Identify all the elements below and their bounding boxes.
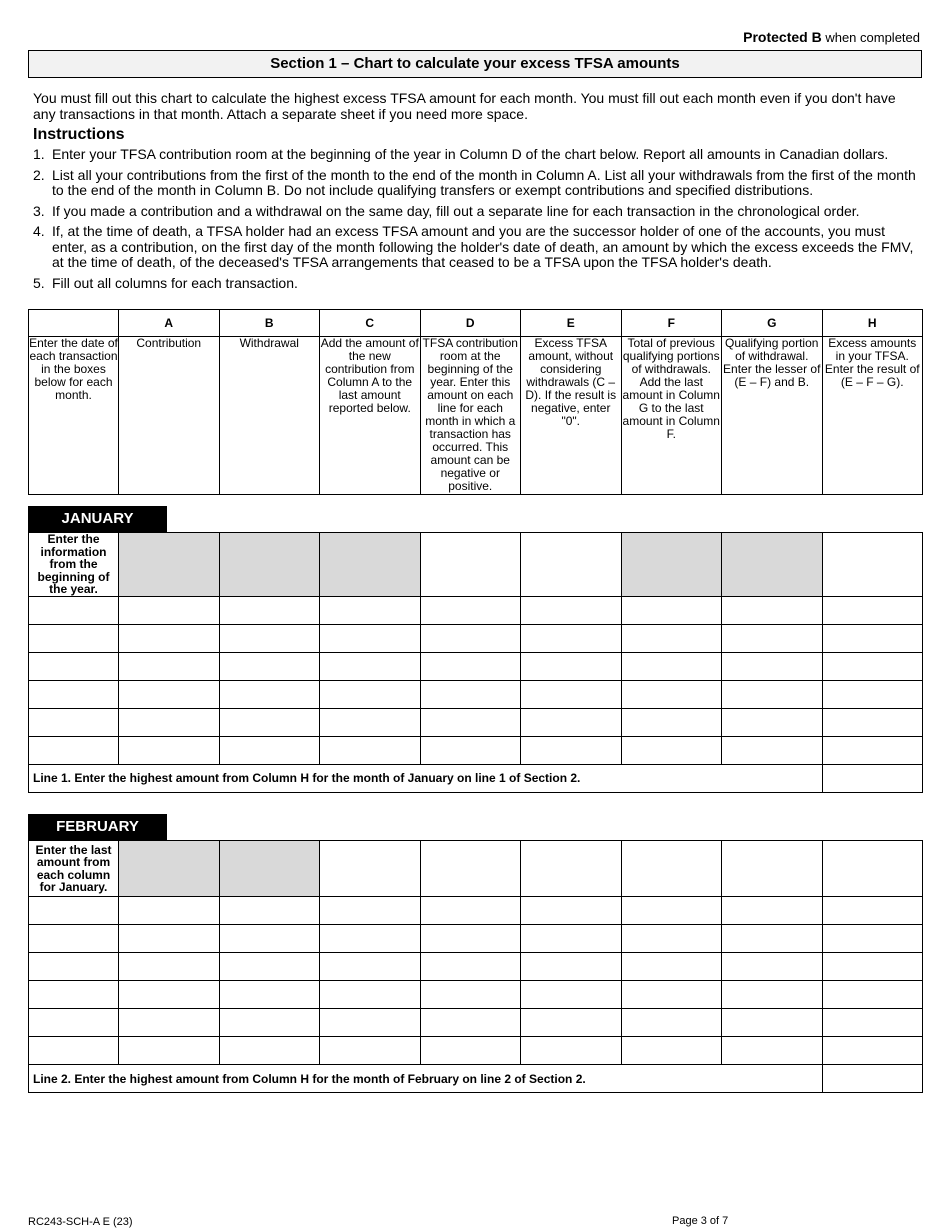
table-row — [29, 652, 923, 680]
cell-d[interactable] — [420, 925, 521, 953]
table-row — [29, 925, 923, 953]
cell-h[interactable] — [822, 953, 923, 981]
cell-c[interactable] — [320, 708, 421, 736]
cell-b[interactable] — [219, 624, 320, 652]
column-c-description: Add the amount of the new contribution from Column A to the last amount reported below. — [320, 337, 421, 495]
january-line-row — [29, 764, 923, 792]
cell-d[interactable] — [420, 596, 521, 624]
cell-d[interactable] — [420, 652, 521, 680]
line-2-amount-input[interactable] — [822, 1065, 923, 1093]
date-cell[interactable] — [29, 708, 119, 736]
cell-h[interactable] — [822, 652, 923, 680]
cell-c-input[interactable] — [320, 841, 421, 897]
cell-a[interactable] — [119, 624, 220, 652]
date-cell[interactable] — [29, 1037, 119, 1065]
table-row — [29, 1009, 923, 1037]
column-g-description: Qualifying portion of withdrawal. Enter the lesser of (E – F) and B. — [722, 337, 823, 495]
date-cell[interactable] — [29, 1009, 119, 1037]
cell-c[interactable] — [320, 1009, 421, 1037]
cell-f-input[interactable] — [621, 841, 722, 897]
cell-c[interactable] — [320, 925, 421, 953]
cell-e[interactable] — [521, 680, 622, 708]
instruction-item: 2. List all your contributions from the first of the month to the end of the month in Column A. List all your withdrawals from the first of the month to the end of the month in Column B. Do not include qualifying transfers or exempt contributions and specified distributions. — [33, 166, 916, 198]
january-opening-label: Enter the information from the beginning of the year. — [29, 533, 119, 597]
cell-c[interactable] — [320, 624, 421, 652]
cell-g-shaded — [722, 533, 823, 597]
february-tab: FEBRUARY — [28, 814, 167, 840]
cell-d-input[interactable] — [420, 533, 521, 597]
column-letter-a: A — [119, 310, 220, 337]
instruction-item: 1. Enter your TFSA contribution room at the beginning of the year in Column D of the chart below. Report all amounts in Canadian dollars. — [33, 146, 889, 162]
cell-b[interactable] — [219, 652, 320, 680]
cell-c[interactable] — [320, 680, 421, 708]
column-header-table — [28, 309, 923, 495]
cell-a[interactable] — [119, 897, 220, 925]
cell-g[interactable] — [722, 708, 823, 736]
date-cell[interactable] — [29, 981, 119, 1009]
cell-f[interactable] — [621, 596, 722, 624]
column-b-description: Withdrawal — [219, 337, 320, 495]
date-cell[interactable] — [29, 680, 119, 708]
cell-e[interactable] — [521, 981, 622, 1009]
cell-e[interactable] — [521, 596, 622, 624]
cell-h[interactable] — [822, 981, 923, 1009]
cell-b[interactable] — [219, 680, 320, 708]
cell-a[interactable] — [119, 680, 220, 708]
table-row — [29, 596, 923, 624]
protected-b-notice: Protected B when completed — [743, 29, 920, 45]
table-row — [29, 897, 923, 925]
cell-d[interactable] — [420, 1009, 521, 1037]
table-row — [29, 624, 923, 652]
page-number: Page 3 of 7 — [672, 1215, 729, 1227]
column-letter-h: H — [822, 310, 923, 337]
cell-g[interactable] — [722, 624, 823, 652]
line-1-amount-input[interactable] — [822, 764, 923, 792]
cell-c[interactable] — [320, 1037, 421, 1065]
cell-h[interactable] — [822, 680, 923, 708]
column-letter-g: G — [722, 310, 823, 337]
line-2-instruction: Line 2. Enter the highest amount from Column H for the month of February on line 2 of Section 2. — [29, 1065, 823, 1093]
table-row — [29, 953, 923, 981]
table-row — [29, 981, 923, 1009]
column-e-description: Excess TFSA amount, without considering withdrawals (C – D). If the result is negative, enter "0". — [521, 337, 622, 495]
cell-g[interactable] — [722, 1009, 823, 1037]
cell-b-shaded — [219, 533, 320, 597]
february-line-row — [29, 1065, 923, 1093]
cell-c[interactable] — [320, 652, 421, 680]
cell-h[interactable] — [822, 708, 923, 736]
cell-b[interactable] — [219, 981, 320, 1009]
cell-a[interactable] — [119, 953, 220, 981]
cell-f[interactable] — [621, 680, 722, 708]
cell-c[interactable] — [320, 981, 421, 1009]
cell-g[interactable] — [722, 1037, 823, 1065]
instruction-item: 3. If you made a contribution and a withdrawal on the same day, fill out a separate line for each transaction in the chronological order. — [33, 202, 860, 219]
cell-a[interactable] — [119, 1037, 220, 1065]
instruction-item: 5. Fill out all columns for each transaction. — [33, 274, 298, 291]
cell-h[interactable] — [822, 596, 923, 624]
cell-c[interactable] — [320, 596, 421, 624]
cell-e[interactable] — [521, 652, 622, 680]
cell-a-shaded — [119, 533, 220, 597]
cell-b[interactable] — [219, 1037, 320, 1065]
cell-d[interactable] — [420, 897, 521, 925]
cell-g[interactable] — [722, 953, 823, 981]
cell-c[interactable] — [320, 736, 421, 764]
february-opening-label: Enter the last amount from each column for January. — [29, 841, 119, 897]
cell-c-shaded — [320, 533, 421, 597]
cell-e[interactable] — [521, 925, 622, 953]
cell-f[interactable] — [621, 708, 722, 736]
cell-c[interactable] — [320, 953, 421, 981]
cell-d[interactable] — [420, 1037, 521, 1065]
table-row — [29, 680, 923, 708]
cell-h[interactable] — [822, 1037, 923, 1065]
cell-e[interactable] — [521, 953, 622, 981]
cell-b[interactable] — [219, 596, 320, 624]
column-d-description: TFSA contribution room at the beginning of the year. Enter this amount on each line for each month in which a transaction has occurred. This amount can be negative or positive. — [420, 337, 521, 495]
cell-a[interactable] — [119, 925, 220, 953]
cell-a-shaded — [119, 841, 220, 897]
cell-d[interactable] — [420, 708, 521, 736]
column-h-description: Excess amounts in your TFSA. Enter the result of (E – F – G). — [822, 337, 923, 495]
cell-b[interactable] — [219, 1009, 320, 1037]
section-title: Section 1 – Chart to calculate your excess TFSA amounts — [28, 50, 922, 78]
cell-h[interactable] — [822, 624, 923, 652]
cell-a[interactable] — [119, 981, 220, 1009]
cell-d[interactable] — [420, 680, 521, 708]
cell-d[interactable] — [420, 981, 521, 1009]
date-cell[interactable] — [29, 897, 119, 925]
cell-g[interactable] — [722, 736, 823, 764]
cell-f[interactable] — [621, 897, 722, 925]
instruction-item: 4. If, at the time of death, a TFSA holder had an excess TFSA amount and you are the successor holder of one of the accounts, you must enter, as a contribution, on the first day of the month following the holder's date of death, an amount by which the excess exceeds the FMV, at the time of death, of the deceased's TFSA arrangements that ceased to be a TFSA upon the TFSA holder's death. — [33, 223, 914, 270]
cell-g[interactable] — [722, 897, 823, 925]
date-cell[interactable] — [29, 953, 119, 981]
cell-a[interactable] — [119, 596, 220, 624]
cell-b[interactable] — [219, 953, 320, 981]
cell-g[interactable] — [722, 596, 823, 624]
cell-h-input[interactable] — [822, 841, 923, 897]
cell-f[interactable] — [621, 736, 722, 764]
column-letter-c: C — [320, 310, 421, 337]
line-1-instruction: Line 1. Enter the highest amount from Column H for the month of January on line 1 of Section 2. — [29, 764, 823, 792]
cell-g[interactable] — [722, 925, 823, 953]
cell-b[interactable] — [219, 708, 320, 736]
table-row — [29, 736, 923, 764]
february-opening-row — [29, 841, 923, 897]
cell-g[interactable] — [722, 652, 823, 680]
column-letter-d: D — [420, 310, 521, 337]
table-row — [29, 1037, 923, 1065]
cell-g[interactable] — [722, 981, 823, 1009]
cell-e[interactable] — [521, 1037, 622, 1065]
cell-f-shaded — [621, 533, 722, 597]
date-cell[interactable] — [29, 652, 119, 680]
cell-e[interactable] — [521, 708, 622, 736]
cell-d[interactable] — [420, 953, 521, 981]
cell-f[interactable] — [621, 652, 722, 680]
cell-e-input[interactable] — [521, 533, 622, 597]
column-letter-e: E — [521, 310, 622, 337]
january-tab: JANUARY — [28, 506, 167, 532]
cell-c[interactable] — [320, 897, 421, 925]
cell-f[interactable] — [621, 925, 722, 953]
instructions-heading: Instructions — [33, 126, 125, 143]
cell-f[interactable] — [621, 624, 722, 652]
cell-d[interactable] — [420, 736, 521, 764]
cell-h[interactable] — [822, 897, 923, 925]
cell-e[interactable] — [521, 1009, 622, 1037]
cell-e[interactable] — [521, 736, 622, 764]
january-table — [28, 532, 923, 793]
instructions-list — [33, 147, 918, 296]
cell-h[interactable] — [822, 736, 923, 764]
cell-f[interactable] — [621, 953, 722, 981]
date-cell[interactable] — [29, 925, 119, 953]
cell-d-input[interactable] — [420, 841, 521, 897]
cell-d[interactable] — [420, 624, 521, 652]
cell-a[interactable] — [119, 652, 220, 680]
cell-a[interactable] — [119, 708, 220, 736]
cell-f[interactable] — [621, 1037, 722, 1065]
form-identifier: RC243-SCH-A E (23) — [28, 1216, 133, 1228]
date-cell[interactable] — [29, 596, 119, 624]
column-f-description: Total of previous qualifying portions of withdrawals. Add the last amount in Column G to the last amount in Column F. — [621, 337, 722, 495]
column-letter-b: B — [219, 310, 320, 337]
january-opening-row — [29, 533, 923, 597]
table-row — [29, 708, 923, 736]
cell-f[interactable] — [621, 1009, 722, 1037]
date-cell[interactable] — [29, 736, 119, 764]
column-a-description: Contribution — [119, 337, 220, 495]
column-letter-blank — [29, 310, 119, 337]
cell-h[interactable] — [822, 925, 923, 953]
cell-e-input[interactable] — [521, 841, 622, 897]
column-letter-f: F — [621, 310, 722, 337]
cell-b[interactable] — [219, 897, 320, 925]
cell-h[interactable] — [822, 1009, 923, 1037]
date-column-description: Enter the date of each transaction in the boxes below for each month. — [29, 337, 119, 495]
cell-g[interactable] — [722, 680, 823, 708]
cell-b[interactable] — [219, 736, 320, 764]
cell-b[interactable] — [219, 925, 320, 953]
cell-f[interactable] — [621, 981, 722, 1009]
cell-a[interactable] — [119, 1009, 220, 1037]
cell-a[interactable] — [119, 736, 220, 764]
cell-g-input[interactable] — [722, 841, 823, 897]
date-cell[interactable] — [29, 624, 119, 652]
cell-b-shaded — [219, 841, 320, 897]
intro-text: You must fill out this chart to calculate the highest excess TFSA amount for each month. You must fill out each month even if you don't have any transactions in that month. Attach a separate sheet if you need more space. — [33, 90, 896, 122]
cell-e[interactable] — [521, 624, 622, 652]
cell-e[interactable] — [521, 897, 622, 925]
cell-h-input[interactable] — [822, 533, 923, 597]
february-table — [28, 840, 923, 1093]
